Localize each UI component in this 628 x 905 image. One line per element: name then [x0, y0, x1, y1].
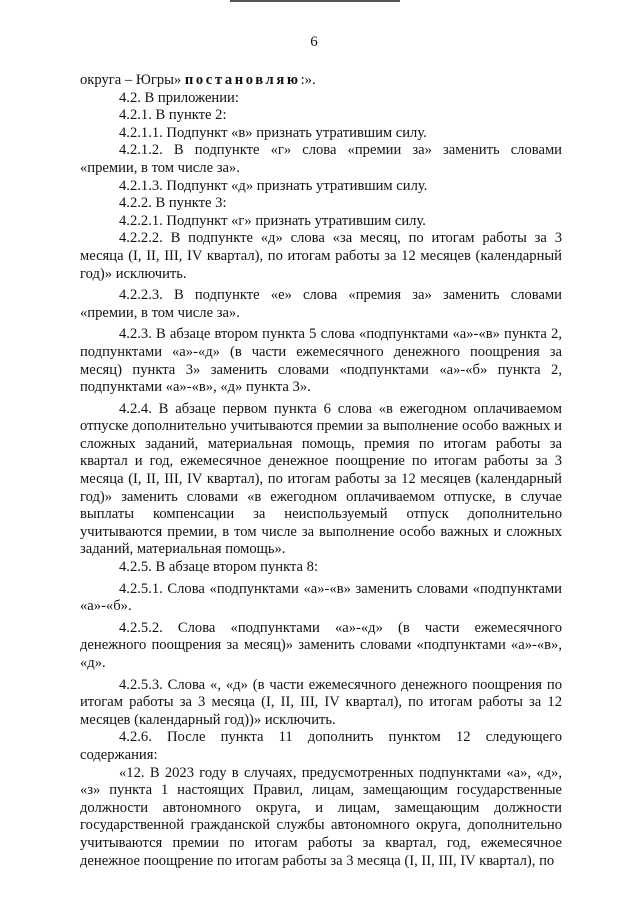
paragraph-15: 4.2.5.3. Слова «, «д» (в части ежемесячного денежного поощрения по итогам работы за 3 месяца (I, II, III, IV квартал), по итогам работы за 12 месяцев (календарный год))» исключить.	[80, 676, 562, 728]
paragraph-0-text: округа – Югры»	[80, 72, 185, 88]
paragraph-14: 4.2.5.2. Слова «подпунктами «а»-«д» (в части ежемесячного денежного поощрения за месяц)» заменить словами «подпунктами «а»-«в», «д».	[80, 619, 562, 671]
paragraph-17: «12. В 2023 году в случаях, предусмотренных подпунктами «а», «д», «з» пункта 1 настоящих Правил, лицам, замещающим государственные должности автономного округа, и лицам, замещающим должности государственной гражданской службы автономного округа, дополнительно учитываются премии по итогам работы за квартал, год, ежемесячное денежное поощрение по итогам работы за 3 месяца (I, II, III, IV квартал), по	[80, 764, 562, 869]
paragraph-13: 4.2.5.1. Слова «подпунктами «а»-«в» заменить словами «подпунктами «а»-«б».	[80, 580, 562, 615]
paragraph-8: 4.2.2.2. В подпункте «д» слова «за месяц, по итогам работы за 3 месяца (I, II, III, IV квартал), по итогам работы за 12 месяцев (календарный год)» исключить.	[80, 230, 562, 282]
paragraph-1: 4.2. В приложении:	[119, 89, 239, 106]
paragraph-4: 4.2.1.2. В подпункте «г» слова «премии за» заменить словами «премии, в том числе за».	[80, 142, 562, 176]
paragraph-16: 4.2.6. После пункта 11 дополнить пунктом 12 следующего содержания:	[80, 729, 562, 763]
paragraph-6: 4.2.2. В пункте 3:	[119, 195, 227, 212]
paragraph-11: 4.2.4. В абзаце первом пункта 6 слова «в ежегодном оплачиваемом отпуске дополнительно учитываются премии за выполнение особо важных и сложных заданий, материальная помощь, премия по итогам работы за квартал и год, ежемесячное денежное поощрение по итогам работы за 3 месяца (I, II, III, IV квартал), по итогам работы за 12 месяцев (календарный год)» заменить словами «в ежегодном оплачиваемом отпуске, в случае выплаты компенсации за неиспользуемый отпуск дополнительно учитываются премии, в том числе за выполнение особо важных и сложных заданий, материальная помощь».	[80, 400, 562, 558]
paragraph-12: 4.2.5. В абзаце втором пункта 8:	[119, 559, 319, 576]
decree-word: постановляю	[184, 72, 301, 88]
paragraph-9: 4.2.2.3. В подпункте «е» слова «премия за» заменить словами «премии, в том числе за».	[80, 287, 562, 321]
page-number: 6	[310, 34, 318, 50]
document-body	[80, 72, 562, 870]
paragraph-7: 4.2.2.1. Подпункт «г» признать утратившим силу.	[119, 212, 426, 229]
paragraph-0	[80, 72, 562, 90]
paragraph-10: 4.2.3. В абзаце втором пункта 5 слова «подпунктами «а»-«в» пункта 2, подпунктами «а»-«д» (в части ежемесячного денежного поощрения за месяц) пункта 3» заменить словами «подпунктами «а»-«б» пункта 2, подпунктами «а»-«в», «д» пункта 3».	[80, 326, 562, 396]
paragraph-2: 4.2.1. В пункте 2:	[119, 107, 227, 124]
paragraph-0-end: :».	[300, 72, 316, 88]
paragraph-5: 4.2.1.3. Подпункт «д» признать утратившим силу.	[119, 177, 428, 194]
top-rule	[230, 0, 400, 2]
paragraph-3: 4.2.1.1. Подпункт «в» признать утратившим силу.	[119, 124, 427, 141]
